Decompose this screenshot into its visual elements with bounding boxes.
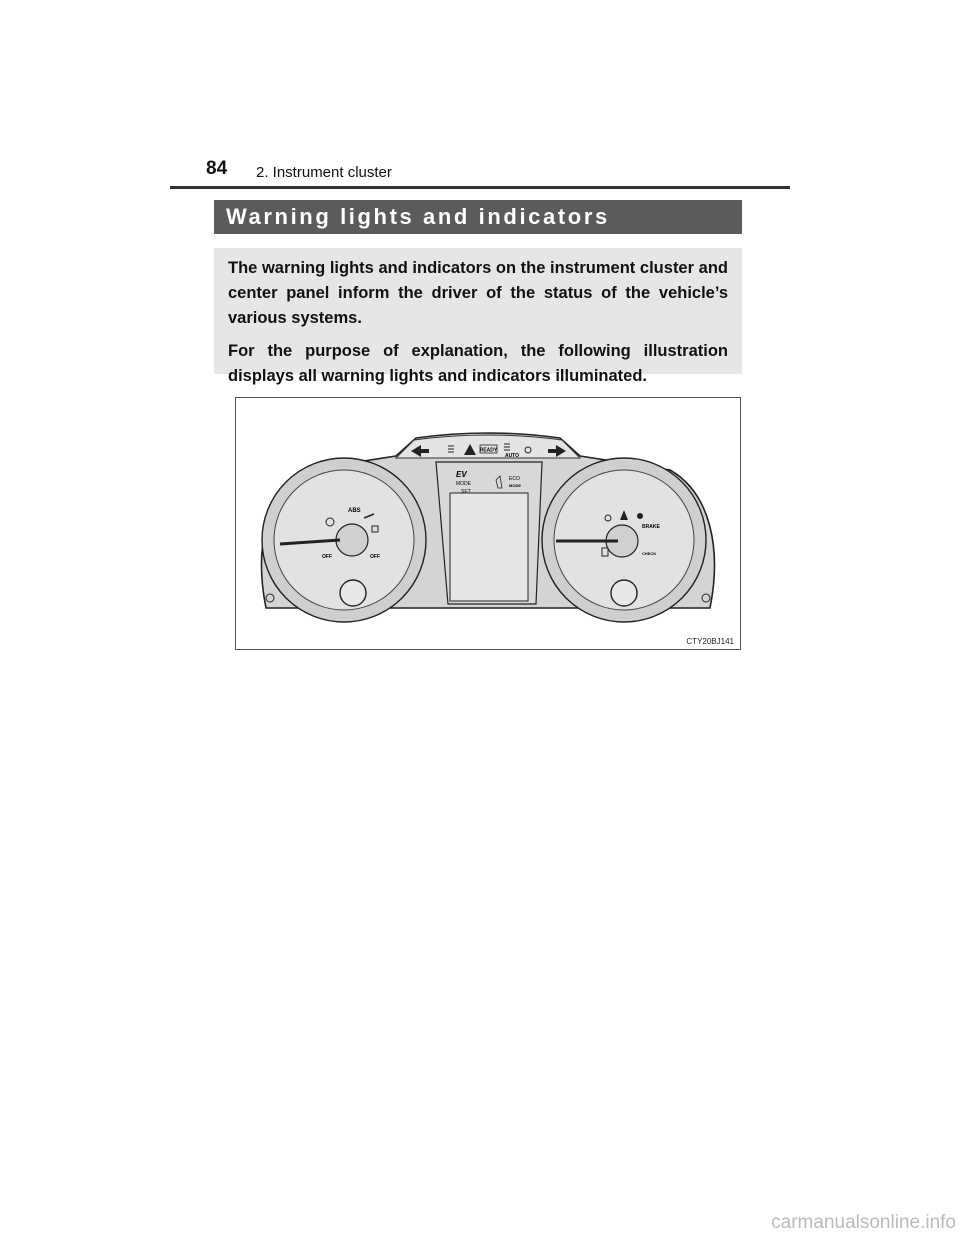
multi-information-display [450, 493, 528, 601]
left-gauge-hub [336, 524, 368, 556]
top-indicator-strip [396, 435, 580, 458]
abs-label: ABS [348, 508, 361, 514]
instrument-cluster-illustration [236, 398, 740, 649]
intro-paragraph-2: For the purpose of explanation, the following illustration displays all warning lights and indicators illuminated. [228, 342, 728, 385]
set-label: SET [461, 489, 471, 495]
off-label-left: OFF [322, 554, 332, 560]
section-heading: Warning lights and indicators [226, 204, 610, 229]
ready-label: READY [479, 447, 498, 454]
figure-code: CTY20BJ141 [686, 637, 734, 646]
ev-mode-label: MODE [456, 481, 471, 487]
page-number: 84 [206, 158, 228, 179]
eco-mode-label: MODE [509, 483, 521, 488]
header-rule [170, 186, 790, 189]
auto-label: AUTO [504, 453, 520, 459]
off-label-right: OFF [370, 554, 380, 560]
footer-watermark: carmanualsonline.info [771, 1212, 956, 1233]
right-trip-knob[interactable] [611, 580, 637, 606]
ev-label: EV [456, 470, 467, 479]
eco-label: ECO [509, 476, 520, 482]
heading-bar [214, 200, 742, 234]
brake-label: BRAKE [642, 524, 660, 530]
left-trip-knob[interactable] [340, 580, 366, 606]
intro-box [214, 248, 742, 385]
intro-paragraph-1: The warning lights and indicators on the instrument cluster and center panel inform the driver of the status of the vehicle’s various systems. [228, 259, 728, 327]
section-title: 2. Instrument cluster [256, 164, 392, 181]
instrument-cluster-figure [235, 397, 741, 650]
check-label: CHECK [642, 551, 657, 556]
airbag-icon [637, 513, 643, 519]
